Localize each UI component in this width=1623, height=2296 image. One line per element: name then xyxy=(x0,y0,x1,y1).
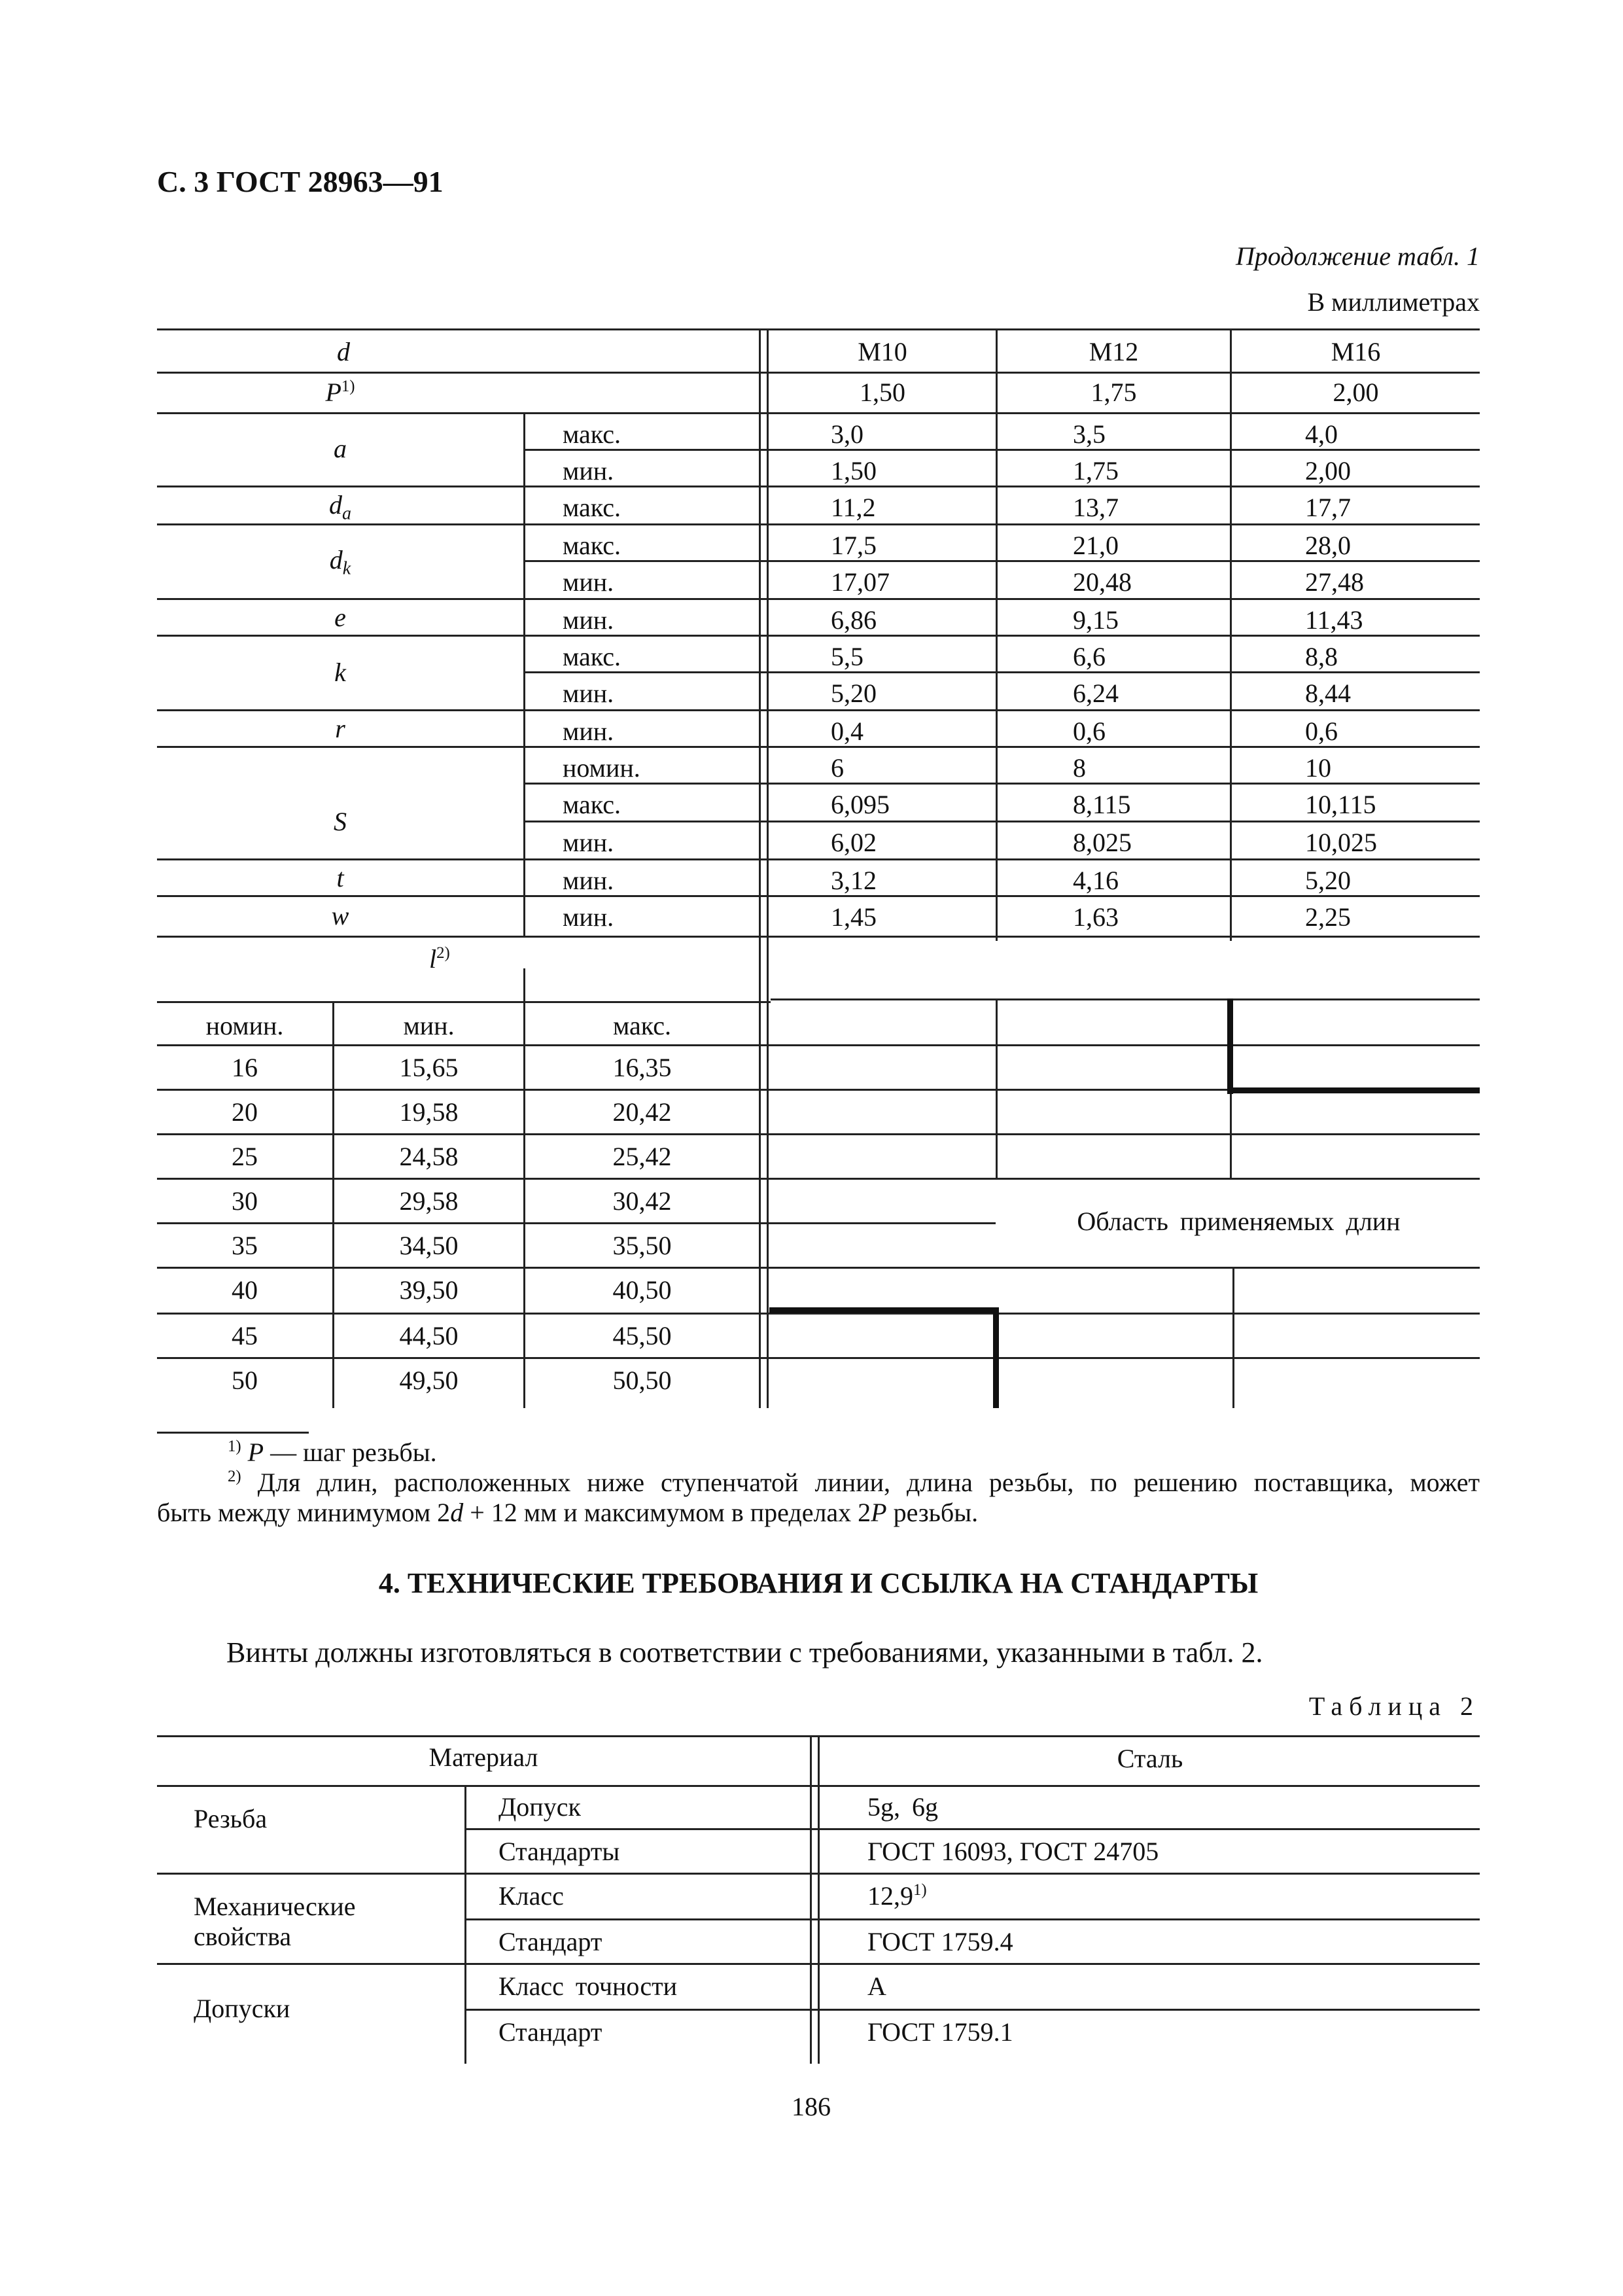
pitch-m10: 1,50 xyxy=(860,378,905,407)
row-value: 17,07 xyxy=(831,567,890,597)
length-cell: 30,42 xyxy=(612,1186,672,1216)
row-value: 2,25 xyxy=(1305,902,1351,932)
row-value: 3,12 xyxy=(831,866,877,895)
row-kind: мин. xyxy=(563,605,614,635)
row-value: 0,6 xyxy=(1073,716,1106,746)
t2-label-class: Класс xyxy=(498,1881,564,1911)
row-kind: мин. xyxy=(563,828,614,857)
length-cell: 49,50 xyxy=(399,1366,459,1395)
page-number: 186 xyxy=(792,2092,831,2121)
t2-label-standard-mech: Стандарт xyxy=(498,1927,602,1956)
length-cell: 45 xyxy=(232,1321,258,1351)
row-value: 17,7 xyxy=(1305,493,1351,522)
length-cell: 16,35 xyxy=(612,1053,672,1082)
row-value: 17,5 xyxy=(831,531,877,560)
row-value: 8,025 xyxy=(1073,828,1132,857)
row-kind: номин. xyxy=(563,753,640,783)
row-value: 9,15 xyxy=(1073,605,1119,635)
sym-w: w xyxy=(331,901,349,930)
length-cell: 20,42 xyxy=(612,1097,672,1127)
length-cell: 40,50 xyxy=(612,1275,672,1305)
t2-label-accuracy: Класс точности xyxy=(498,1971,677,2001)
length-header-max: макс. xyxy=(613,1011,671,1040)
row-value: 10,115 xyxy=(1305,790,1376,819)
row-kind: мин. xyxy=(563,679,614,708)
row-kind: мин. xyxy=(563,567,614,597)
sym-e: e xyxy=(334,603,346,632)
row-value: 8,44 xyxy=(1305,679,1351,708)
row-value: 3,0 xyxy=(831,419,864,449)
row-value: 1,75 xyxy=(1073,456,1119,486)
units-label: В миллиметрах xyxy=(1307,287,1480,317)
t2-value-standard-tol: ГОСТ 1759.1 xyxy=(867,2017,1013,2047)
row-value: 6 xyxy=(831,753,844,783)
row-value: 4,16 xyxy=(1073,866,1119,895)
row-value: 1,63 xyxy=(1073,902,1119,932)
row-value: 5,5 xyxy=(831,642,864,671)
pitch-label: $P^{1)}$ xyxy=(325,378,355,407)
length-cell: 29,58 xyxy=(399,1186,459,1216)
row-value: 6,02 xyxy=(831,828,877,857)
length-cell: 25 xyxy=(232,1142,258,1171)
row-value: 20,48 xyxy=(1073,567,1132,597)
row-value: 6,6 xyxy=(1073,642,1106,671)
row-value: 5,20 xyxy=(831,679,877,708)
section-4-intro: Винты должны изготовляться в соответствии с требованиями, указанными в табл. 2. xyxy=(226,1636,1263,1669)
table-2-header-steel: Сталь xyxy=(1117,1744,1183,1773)
footnote-2-line-2: быть между минимумом 2d + 12 мм и максимумом в пределах 2P резьбы. xyxy=(157,1498,979,1527)
row-value: 8,115 xyxy=(1073,790,1131,819)
footnote-separator xyxy=(157,1432,309,1434)
t2-value-class: 12,9$^{1)}$ xyxy=(867,1881,927,1911)
length-cell: 30 xyxy=(232,1186,258,1216)
row-value: 11,43 xyxy=(1305,605,1363,635)
row-value: 5,20 xyxy=(1305,866,1351,895)
t2-label-standard-tol: Стандарт xyxy=(498,2017,602,2047)
sym-r: r xyxy=(335,714,345,743)
page-header: С. 3 ГОСТ 28963—91 xyxy=(157,165,444,198)
length-cell: 20 xyxy=(232,1097,258,1127)
row-kind: макс. xyxy=(563,790,621,819)
t2-label-standards: Стандарты xyxy=(498,1837,620,1866)
table-2-header-material: Материал xyxy=(428,1742,538,1772)
pitch-m16: 2,00 xyxy=(1333,378,1379,407)
row-kind: мин. xyxy=(563,456,614,486)
sym-a: a xyxy=(334,434,347,463)
row-value: 11,2 xyxy=(831,493,876,522)
length-cell: 39,50 xyxy=(399,1275,459,1305)
length-cell: 24,58 xyxy=(399,1142,459,1171)
row-value: 2,00 xyxy=(1305,456,1351,486)
size-m16: М16 xyxy=(1331,337,1381,366)
row-value: 8 xyxy=(1073,753,1086,783)
length-cell: 16 xyxy=(232,1053,258,1082)
length-header-min: мин. xyxy=(403,1011,455,1040)
t2-value-accuracy: A xyxy=(867,1971,886,2001)
row-kind: макс. xyxy=(563,531,621,560)
length-cell: 19,58 xyxy=(399,1097,459,1127)
row-value: 10 xyxy=(1305,753,1331,783)
length-label: $l^{2)}$ xyxy=(429,944,450,974)
header-d-label: d xyxy=(337,337,350,366)
size-m12: М12 xyxy=(1089,337,1139,366)
row-value: 10,025 xyxy=(1305,828,1377,857)
pitch-m12: 1,75 xyxy=(1091,378,1137,407)
section-4-heading: 4. ТЕХНИЧЕСКИЕ ТРЕБОВАНИЯ И ССЫЛКА НА СТАНДАРТЫ xyxy=(378,1567,1259,1599)
t2-value-standards: ГОСТ 16093, ГОСТ 24705 xyxy=(867,1837,1159,1866)
row-value: 13,7 xyxy=(1073,493,1119,522)
row-value: 8,8 xyxy=(1305,642,1338,671)
size-m10: М10 xyxy=(858,337,907,366)
length-cell: 35 xyxy=(232,1231,258,1260)
group-mech-line-1: Механические xyxy=(194,1892,356,1921)
length-cell: 34,50 xyxy=(399,1231,459,1260)
row-value: 0,6 xyxy=(1305,716,1338,746)
row-kind: макс. xyxy=(563,642,621,671)
t2-value-tolerance: 5g, 6g xyxy=(867,1792,938,1822)
row-value: 21,0 xyxy=(1073,531,1119,560)
row-value: 1,45 xyxy=(831,902,877,932)
sym-s: S xyxy=(334,807,347,836)
row-value: 6,24 xyxy=(1073,679,1119,708)
row-kind: мин. xyxy=(563,902,614,932)
area-label: Область применяемых длин xyxy=(1077,1207,1401,1236)
t2-label-tolerance: Допуск xyxy=(498,1792,581,1822)
row-kind: макс. xyxy=(563,419,621,449)
group-thread: Резьба xyxy=(194,1804,268,1833)
row-kind: мин. xyxy=(563,866,614,895)
length-cell: 45,50 xyxy=(612,1321,672,1351)
footnote-2-line-1: $^{2)}$ Для длин, расположенных ниже ступенчатой линии, длина резьбы, по решению поставщика, может xyxy=(228,1468,1480,1497)
sym-da: $d_a$ xyxy=(329,490,351,524)
row-kind: макс. xyxy=(563,493,621,522)
row-value: 28,0 xyxy=(1305,531,1351,560)
group-mech-line-2: свойства xyxy=(194,1922,292,1951)
row-value: 1,50 xyxy=(831,456,877,486)
t2-value-standard-mech: ГОСТ 1759.4 xyxy=(867,1927,1013,1956)
row-value: 3,5 xyxy=(1073,419,1106,449)
sym-dk: $d_k$ xyxy=(329,545,351,579)
row-value: 0,4 xyxy=(831,716,864,746)
length-cell: 25,42 xyxy=(612,1142,672,1171)
length-header-nomin: номин. xyxy=(205,1011,284,1040)
row-value: 6,095 xyxy=(831,790,890,819)
sym-t: t xyxy=(336,863,344,892)
sym-k: k xyxy=(334,658,346,687)
length-cell: 50,50 xyxy=(612,1366,672,1395)
group-tolerances: Допуски xyxy=(194,1994,290,2023)
row-value: 4,0 xyxy=(1305,419,1338,449)
table-2-caption: Таблица 2 xyxy=(1308,1691,1480,1721)
row-value: 6,86 xyxy=(831,605,877,635)
length-cell: 44,50 xyxy=(399,1321,459,1351)
length-cell: 50 xyxy=(232,1366,258,1395)
row-kind: мин. xyxy=(563,716,614,746)
row-value: 27,48 xyxy=(1305,567,1364,597)
footnote-1: $^{1)}$ P — шаг резьбы. xyxy=(228,1438,437,1467)
length-cell: 15,65 xyxy=(399,1053,459,1082)
length-cell: 40 xyxy=(232,1275,258,1305)
table-continuation-label: Продолжение табл. 1 xyxy=(1235,241,1480,271)
length-cell: 35,50 xyxy=(612,1231,672,1260)
